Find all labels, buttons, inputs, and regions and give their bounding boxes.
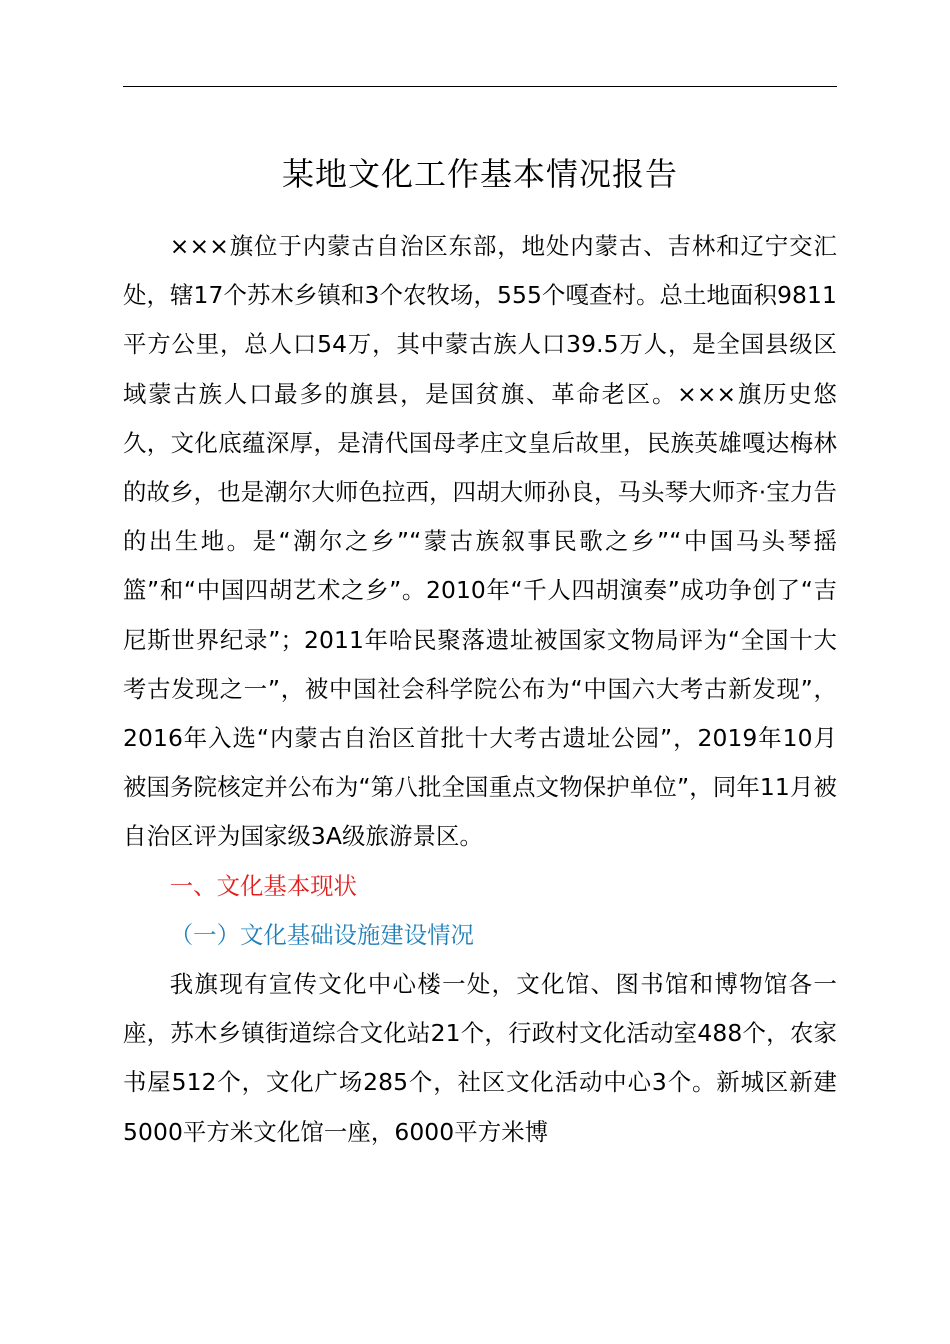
document-title: 某地文化工作基本情况报告 [281, 155, 678, 193]
subsection-heading: （一）文化基础设施建设情况 [169, 920, 474, 949]
section-heading: 一、文化基本现状 [169, 871, 357, 900]
intro-paragraph: ×××旗位于内蒙古自治区东部，地处内蒙古、吉林和辽宁交汇处，辖17个苏木乡镇和3个农牧场，555个嘎查村。总土地面积9811平方公里，总人口54万，其中蒙古族人口39.5万人，是全国县级区域蒙古族人口最多的旗县，是国贫旗、革命老区。×××旗历史悠久，文化底蕴深厚，是清代国母孝庄文皇后故里，民族英雄嘎达梅林的故乡，也是潮尔大师色拉西，四胡大师孙良，马头琴大师齐·宝力告的出生地。是“潮尔之乡”“蒙古族叙事民歌之乡”“中国马头琴摇篮”和“中国四胡艺术之乡”。2010年“千人四胡演奏”成功争创了“吉尼斯世界纪录”；2011年哈民聚落遗址被国家文物局评为“全国十大考古发现之一”，被中国社会科学院公布为“中国六大考古新发现”，2016年入选“内蒙古自治区首批十大考古遗址公园”，2019年10月被国务院核定并公布为“第八批全国重点文物保护单位”，同年11月被自治区评为国家级3A级旅游景区。 [123, 232, 837, 851]
facilities-paragraph: 我旗现有宣传文化中心楼一处，文化馆、图书馆和博物馆各一座，苏木乡镇街道综合文化站21个，行政村文化活动室488个，农家书屋512个，文化广场285个，社区文化活动中心3个。新城区新建5000平方米文化馆一座，6000平方米博 [123, 970, 837, 1146]
header-rule [123, 86, 837, 87]
document-body [123, 222, 837, 1157]
